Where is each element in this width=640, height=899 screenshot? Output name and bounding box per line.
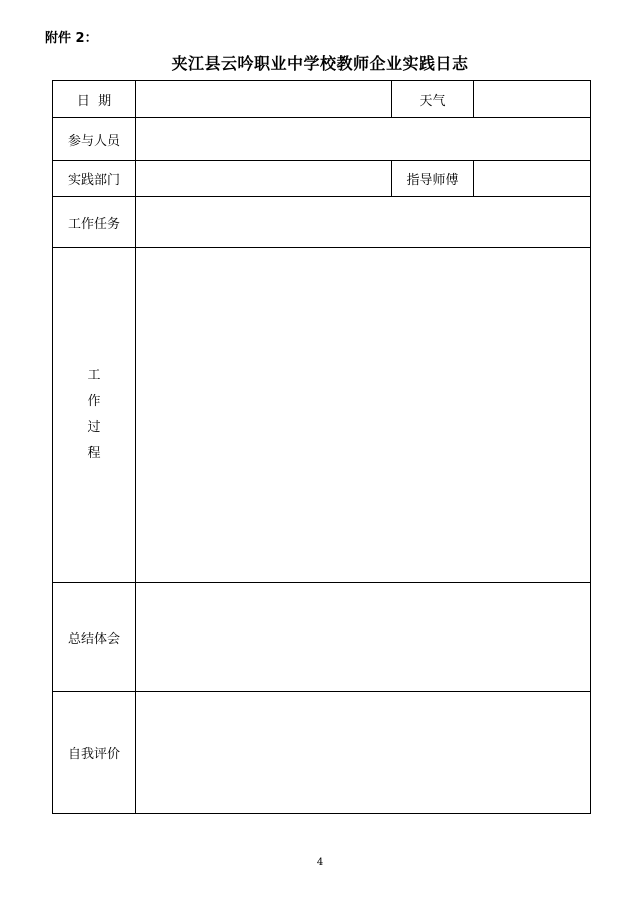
practice-log-table bbox=[52, 80, 591, 814]
date-label: 日 期 bbox=[53, 81, 136, 118]
page-number: 4 bbox=[316, 857, 324, 868]
weather-label: 天气 bbox=[392, 81, 474, 118]
department-label: 实践部门 bbox=[53, 161, 136, 197]
process-label-char: 工 bbox=[87, 368, 101, 383]
summary-field[interactable] bbox=[136, 583, 591, 692]
mentor-field[interactable] bbox=[474, 161, 591, 197]
row-department bbox=[53, 161, 591, 197]
process-label-char: 过 bbox=[87, 420, 101, 435]
self-eval-label: 自我评价 bbox=[53, 692, 136, 814]
process-label-char: 程 bbox=[87, 446, 101, 461]
department-field[interactable] bbox=[136, 161, 392, 197]
row-date bbox=[53, 81, 591, 118]
self-eval-field[interactable] bbox=[136, 692, 591, 814]
participants-label: 参与人员 bbox=[53, 118, 136, 161]
attachment-label: 附件 2： bbox=[45, 31, 98, 46]
row-process bbox=[53, 248, 591, 583]
summary-label: 总结体会 bbox=[53, 583, 136, 692]
date-field[interactable] bbox=[136, 81, 392, 118]
participants-field[interactable] bbox=[136, 118, 591, 161]
row-summary bbox=[53, 583, 591, 692]
process-label bbox=[53, 248, 136, 583]
page-title: 夹江县云吟职业中学校教师企业实践日志 bbox=[171, 54, 469, 73]
row-task bbox=[53, 197, 591, 248]
task-field[interactable] bbox=[136, 197, 591, 248]
weather-field[interactable] bbox=[474, 81, 591, 118]
process-label-char: 作 bbox=[87, 394, 101, 409]
task-label: 工作任务 bbox=[53, 197, 136, 248]
row-participants bbox=[53, 118, 591, 161]
process-field[interactable] bbox=[136, 248, 591, 583]
mentor-label: 指导师傅 bbox=[392, 161, 474, 197]
row-self-evaluation bbox=[53, 692, 591, 814]
